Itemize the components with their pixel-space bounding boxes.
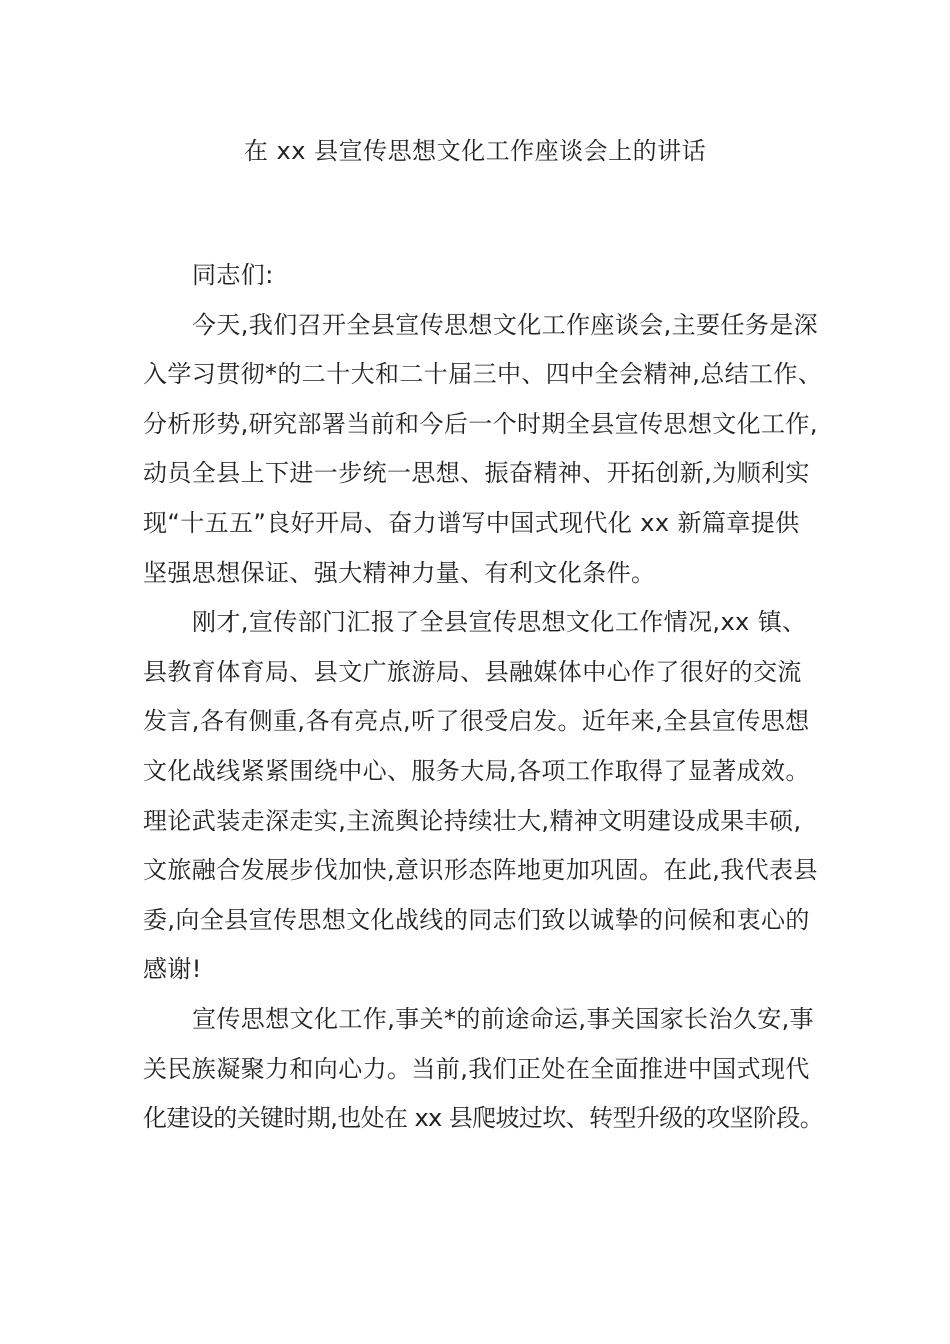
document-body (143, 251, 823, 1144)
text-line: 县教育体育局、县文广旅游局、县融媒体中心作了很好的交流 (143, 657, 802, 686)
text-line: 入学习贯彻*的二十大和二十届三中、四中全会精神,总结工作、 (143, 360, 823, 389)
text-line: 刚才,宣传部门汇报了全县宣传思想文化工作情况,xx 镇、 (192, 608, 807, 637)
paragraph-salutation (143, 251, 823, 301)
text-line: 化建设的关键时期,也处在 xx 县爬坡过坎、转型升级的攻坚阶段。 (143, 1104, 824, 1133)
paragraph-review (143, 598, 823, 995)
document-title: 在 xx 县宣传思想文化工作座谈会上的讲话 (243, 137, 707, 165)
text-line: 文旅融合发展步伐加快,意识形态阵地更加巩固。在此,我代表县 (143, 856, 818, 885)
text-line: 文化战线紧紧围绕中心、服务大局,各项工作取得了显著成效。 (143, 756, 810, 785)
text-line: 坚强思想保证、强大精神力量、有利文化条件。 (143, 558, 656, 587)
text-line: 发言,各有侧重,各有亮点,听了很受启发。近年来,全县宣传思想 (143, 707, 810, 736)
text-line: 同志们: (192, 261, 274, 289)
text-line: 宣传思想文化工作,事关*的前途命运,事关国家长治久安,事 (192, 1004, 815, 1033)
text-line: 委,向全县宣传思想文化战线的同志们致以诚挚的问候和衷心的 (143, 905, 810, 934)
text-line: 今天,我们召开全县宣传思想文化工作座谈会,主要任务是深 (192, 310, 819, 339)
text-line: 理论武装走深走实,主流舆论持续壮大,精神文明建设成果丰硕, (143, 806, 802, 835)
text-line: 关民族凝聚力和向心力。当前,我们正处在全面推进中国式现代 (143, 1054, 810, 1083)
text-line: 动员全县上下进一步统一思想、振奋精神、开拓创新,为顺利实 (143, 459, 810, 488)
paragraph-opening (143, 301, 823, 599)
text-line: 感谢! (143, 955, 202, 984)
text-line: 现“十五五”良好开局、奋力谱写中国式现代化 xx 新篇章提供 (143, 508, 800, 537)
text-line: 分析形势,研究部署当前和今后一个时期全县宣传思想文化工作, (143, 409, 818, 438)
paragraph-significance (143, 995, 823, 1144)
